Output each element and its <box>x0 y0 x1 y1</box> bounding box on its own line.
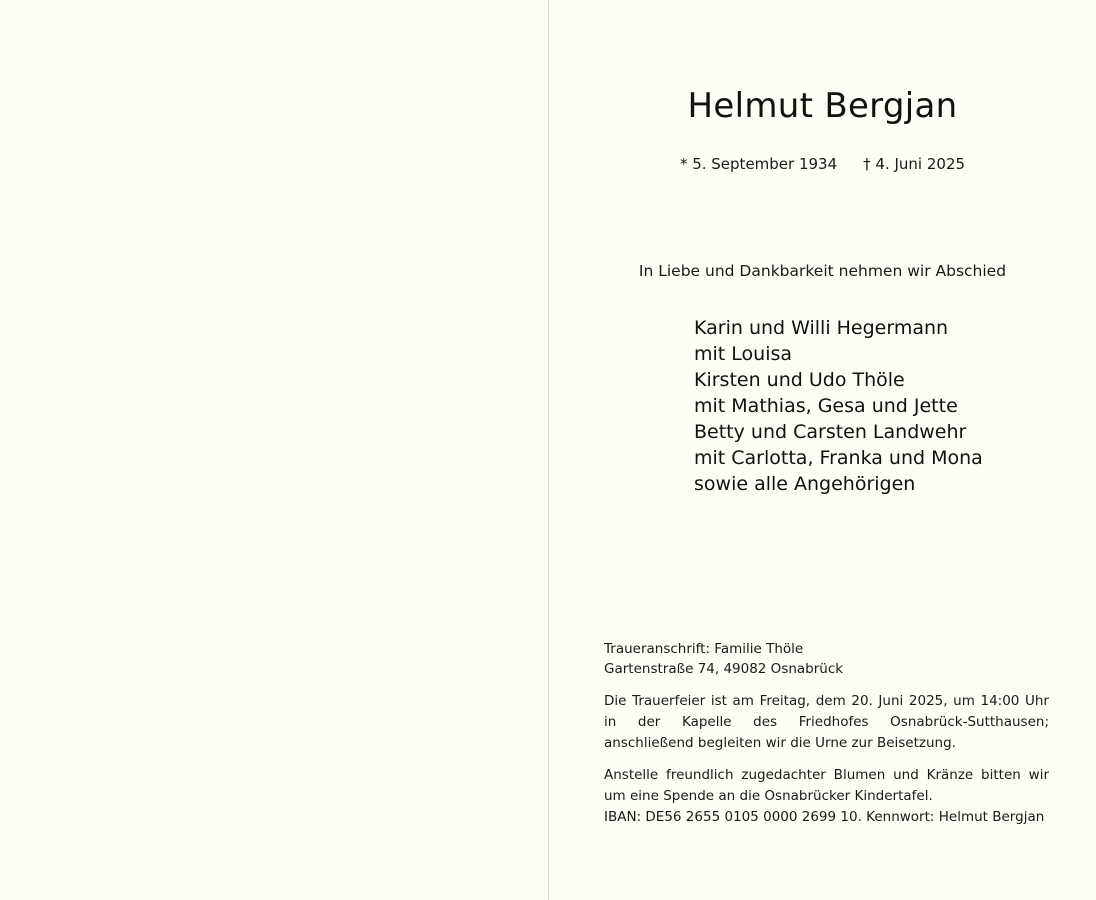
iban-text: IBAN: DE56 2655 0105 0000 2699 10. Kennwort: Helmut Bergjan <box>604 809 1045 825</box>
family-list <box>694 315 1094 497</box>
deceased-name: Helmut Bergjan <box>687 86 958 126</box>
list-item: sowie alle Angehörigen <box>694 473 916 495</box>
list-item: Betty und Carsten Landwehr <box>694 421 967 443</box>
donation-text: Anstelle freundlich zugedachter Blumen und Kränze bitten wir um eine Spende an die Osnabrücker Kindertafel. <box>604 767 1049 804</box>
mourning-address-line2: Gartenstraße 74, 49082 Osnabrück <box>604 661 844 677</box>
list-item: mit Louisa <box>694 343 793 365</box>
death-date: † 4. Juni 2025 <box>863 155 966 173</box>
list-item: mit Mathias, Gesa und Jette <box>694 395 958 417</box>
list-item: Karin und Willi Hegermann <box>694 317 949 339</box>
life-dates <box>549 155 1096 173</box>
list-item: mit Carlotta, Franka und Mona <box>694 447 983 469</box>
birth-date: * 5. September 1934 <box>679 155 838 173</box>
right-content-panel <box>549 0 1096 900</box>
mourning-address-line1: Traueranschrift: Familie Thöle <box>604 641 804 657</box>
mourning-address <box>604 639 1054 679</box>
list-item: Kirsten und Udo Thöle <box>694 369 905 391</box>
intro-text: In Liebe und Dankbarkeit nehmen wir Abschied <box>638 262 1007 280</box>
ceremony-text: Die Trauerfeier ist am Freitag, dem 20. Juni 2025, um 14:00 Uhr in der Kapelle des Friedhofes Osnabrück-Sutthausen; anschließend begleiten wir die Urne zur Beisetzung. <box>604 693 1049 751</box>
